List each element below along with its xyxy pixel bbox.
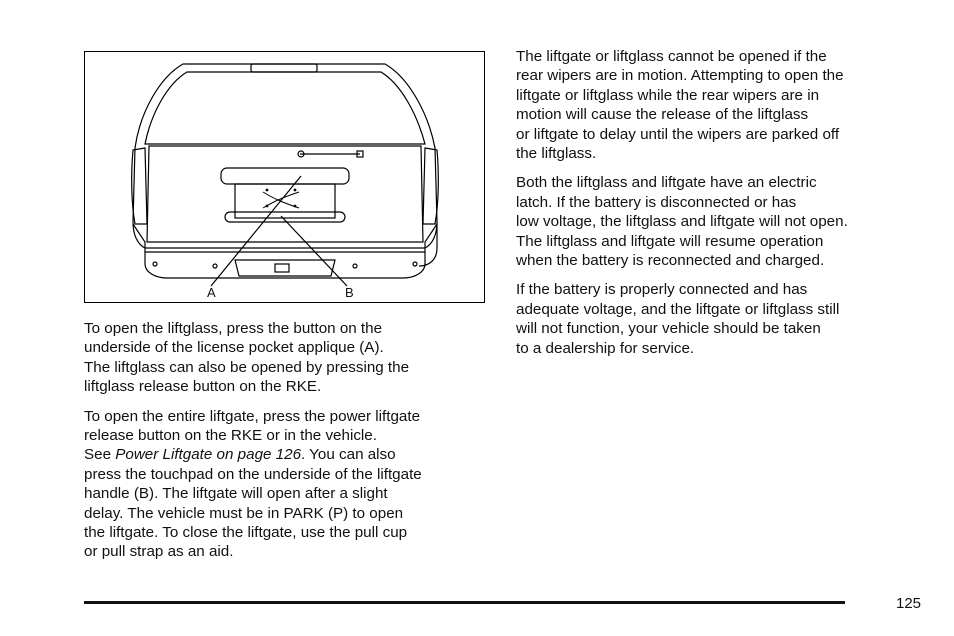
- text-line: or pull strap as an aid.: [84, 543, 234, 561]
- paragraph-liftgate-open: [84, 407, 494, 562]
- left-column: [84, 319, 494, 572]
- text-line: rear wipers are in motion. Attempting to open the: [516, 67, 844, 85]
- text-line: or liftgate to delay until the wipers are parked off: [516, 125, 840, 143]
- paragraph-liftglass-open: [84, 319, 494, 397]
- see-prefix: See: [84, 446, 116, 464]
- text-line: the liftglass.: [516, 145, 597, 163]
- text-line: press the touchpad on the underside of the liftgate: [84, 465, 422, 483]
- liftgate-figure: [84, 51, 485, 303]
- text-line: The liftgate or liftglass cannot be opened if the: [516, 48, 827, 65]
- text-line: To open the liftglass, press the button on the: [84, 320, 383, 337]
- text-line: [84, 445, 494, 464]
- text-line: The liftglass and liftgate will resume operation: [516, 232, 824, 250]
- text-line: adequate voltage, and the liftgate or liftglass still: [516, 300, 840, 318]
- text-line: will not function, your vehicle should be taken: [516, 320, 821, 338]
- text-line: delay. The vehicle must be in PARK (P) to open: [84, 504, 404, 522]
- text-line: low voltage, the liftglass and liftgate will not open.: [516, 213, 848, 231]
- vehicle-rear-illustration: [85, 52, 486, 304]
- callout-label-b: B: [345, 285, 354, 300]
- see-suffix: . You can also: [301, 446, 396, 464]
- text-line: motion will cause the release of the liftglass: [516, 106, 809, 124]
- paragraph-battery: [516, 173, 916, 270]
- text-line: If the battery is properly connected and has: [516, 281, 808, 299]
- text-line: the liftgate. To close the liftgate, use the pull cup: [84, 524, 408, 542]
- text-line: when the battery is reconnected and charged.: [516, 252, 825, 270]
- text-line: to a dealership for service.: [516, 339, 695, 357]
- text-line: liftglass release button on the RKE.: [84, 378, 322, 396]
- text-line: latch. If the battery is disconnected or has: [516, 193, 797, 211]
- callout-label-a: A: [207, 285, 216, 300]
- text-line: The liftglass can also be opened by pressing the: [84, 358, 410, 376]
- text-line: underside of the license pocket applique (A).: [84, 339, 384, 357]
- text-line: Both the liftglass and liftgate have an electric: [516, 174, 817, 192]
- footer-rule: [84, 601, 845, 604]
- text-line: To open the entire liftgate, press the power liftgate: [84, 407, 421, 425]
- right-column: [516, 47, 916, 368]
- paragraph-wipers: [516, 47, 916, 163]
- paragraph-service: [516, 280, 916, 358]
- page-number: 125: [896, 595, 922, 612]
- text-line: release button on the RKE or in the vehicle.: [84, 427, 377, 445]
- cross-reference-link[interactable]: Power Liftgate on page 126: [115, 446, 302, 464]
- text-line: handle (B). The liftgate will open after a slight: [84, 485, 388, 503]
- text-line: liftgate or liftglass while the rear wipers are in: [516, 86, 820, 104]
